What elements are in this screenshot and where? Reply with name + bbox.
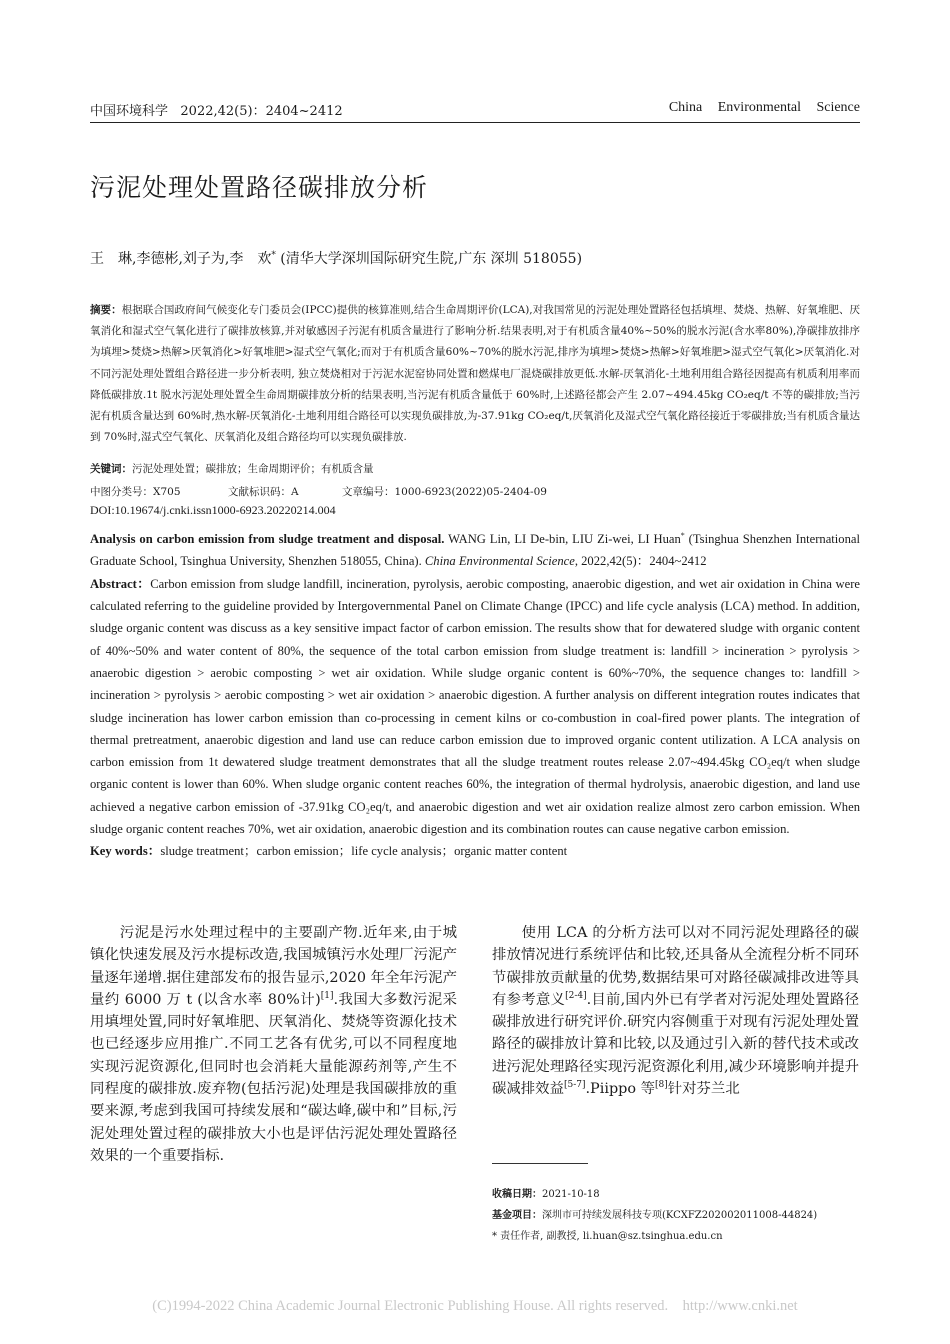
journal-name-en: China Environmental Science [668, 100, 860, 115]
footnote-rule [492, 1163, 588, 1164]
body-right-text-c: .Piippo 等 [585, 1081, 655, 1098]
body-right-text-b: .目前,国内外已有学者对污泥处理处置路径碳排放进行研究评价.研究内容侧重于对现有污泥处理处置路径的碳排放计算和比较,以及通过引入新的替代技术或改进污泥处理路径实现污泥资源化利用,减少环境影响并提升碳减排效益 [492, 991, 859, 1098]
english-abstract-text: Carbon emission from sludge landfill, incineration, pyrolysis, aerobic composting, anaerobic digestion, and wet air oxidation in China were calculated referring to the guideline provided by Intergovernmental Panel on Climate Change (IPCC) and life cycle analysis (LCA) method. In addition, sludge organic content was discuss as a key sensitive impact factor of carbon emission. The results show that for dewatered sludge with organic content of 40%~50% and water content of 80%, the sequence of the total carbon emission from sludge treatment is: landfill > incineration > pyrolysis > anaerobic digestion > aerobic composting > wet air oxidation. While sludge organic content is 60%~70%, the sequence changes to: landfill > incineration > pyrolysis > aerobic composting > wet air oxidation > anaerobic digestion. A further analysis on different integration routes indicates that sludge incineration has lower carbon emission than co-processing in cement kilns or co-combustion in coal-fired power plants. The integration of thermal pretreatment, anaerobic digestion and land use can reduce carbon emission due to improved organic content utilization. A LCA analysis on carbon emission from 1t dewatered sludge treatment demonstrates that all the sludge treatment routes release 2.07~494.45kg CO₂eq/t when sludge organic content is lower than 60%. When sludge organic content reaches 60%, the integration of thermal hydrolysis, anaerobic digestion, and land use achieved a negative carbon emission of -37.91kg CO₂eq/t, and anaerobic digestion and wet air oxidation realize almost zero carbon emission. When sludge organic content reaches 70%, wet air oxidation, anaerobic digestion and its combination routes can cause negative carbon emission. [90, 576, 860, 837]
classification-line [90, 484, 181, 499]
doc-code-label: 文献标识码： [228, 486, 291, 498]
article-title: 污泥处理处置路径碳排放分析 [90, 173, 429, 202]
body-left-text-b: .我国大多数污泥采用填埋处置,同时好氧堆肥、厌氧消化、焚烧等资源化技术也已经逐步应用推广.不同工艺各有优劣,可以不同程度地实现污泥资源化,但同时也会消耗大量能源药剂等,产生不同程度的碳排放.废弃物(包括污泥)处理是我国碳排放的重要来源,考虑到我国可持续发展和“碳达峰,碳中和”目标,污泥处理处置过程的碳排放大小也是评估污泥处理处置路径效果的一个重要指标. [90, 991, 457, 1164]
english-keywords-text: sludge treatment；carbon emission；life cycle analysis；organic matter content [160, 844, 568, 859]
authors-line [90, 248, 582, 268]
journal-citation-cn: 中国环境科学 2022,42(5)：2404~2412 [90, 104, 343, 119]
keywords-cn-label: 关键词： [90, 463, 132, 475]
fund-text: 深圳市可持续发展科技专项(KCXFZ202002011008-44824) [542, 1210, 818, 1221]
body-left-text-a: 污泥是污水处理过程中的主要副产物.近年来,由于城镇化快速发展及污水提标改造,我国城镇污水处理厂污泥产量逐年递增.据住建部发布的报告显示,2020 年全年污泥产量约 6000 万 t (以含水率 80%计) [90, 925, 457, 1008]
received-label: 收稿日期： [492, 1189, 542, 1200]
english-title: Analysis on carbon emission from sludge treatment and disposal. [90, 532, 445, 547]
body-right-text-a: 使用 LCA 的分析方法可以对不同污泥处理路径的碳排放情况进行系统评估和比较,还具备从全流程分析不同环节碳排放贡献量的优势,数据结果可对路径碳减排改进等具有参考意义 [492, 925, 859, 1008]
corresponding-mark: * [271, 250, 276, 261]
doc-code-value: A [291, 486, 299, 498]
english-keywords-label: Key words： [90, 844, 161, 859]
english-affiliation: (Tsinghua Shenzhen International Graduate School, Tsinghua University, Shenzhen 518055, China). [90, 532, 860, 569]
article-number-value: 1000-6923(2022)05-2404-09 [394, 486, 547, 498]
footnote-received [492, 1185, 600, 1200]
english-corresponding-mark: * [680, 531, 685, 540]
citation-ref: [5-7] [563, 1080, 586, 1091]
doc-code [228, 484, 299, 499]
english-authors: WANG Lin, LI De-bin, LIU Zi-wei, LI Huan [444, 532, 681, 547]
abstract-cn-label: 摘要： [90, 304, 122, 316]
body-right-text-d: 针对芬兰北 [667, 1081, 740, 1098]
abstract-cn-text: 根据联合国政府间气候变化专门委员会(IPCC)提供的核算准则,结合生命周期评价(LCA),对我国常见的污泥处理处置路径包括填埋、焚烧、热解、好氧堆肥、厌氧消化和湿式空气氧化进行了碳排放核算,并对敏感因子污泥有机质含量进行了影响分析.结果表明,对于有机质含量40%~50%的脱水污泥(含水率80%),净碳排放排序为填埋>焚烧>热解>厌氧消化>好氧堆肥>湿式空气氧化;而对于有机质含量60%~70%的脱水污泥,排序为填埋>焚烧>热解>好氧堆肥>湿式空气氧化>厌氧消化.对不同污泥处理处置组合路径进一步分析表明, 独立焚烧相对于污泥水泥窑协同处置和燃煤电厂混烧碳排放更低.水解-厌氧消化-土地利用组合路径因提高有机质利用率而降低碳排放.1t 脱水污泥处理处置全生命周期碳排放分析的结果表明,当污泥有机质含量低于 60%时,上述路径都会产生 2.07~494.45kg CO₂eq/t 不等的碳排放;当污泥有机质含量达到 60%时,热水解-厌氧消化-土地利用组合路径可以实现负碳排放,为-37.91kg CO₂eq/t,厌氧消化及湿式空气氧化路径接近于零碳排放;当有机质含量达到 70%时,湿式空气氧化、厌氧消化及组合路径均可以实现负碳排放. [90, 304, 860, 444]
body-left-column [90, 922, 457, 1167]
clc-label: 中图分类号： [90, 486, 153, 498]
body-right-column [492, 922, 859, 1100]
citation-ref: [8] [655, 1080, 668, 1091]
citation-ref: [1] [320, 991, 334, 1002]
keywords-cn [90, 461, 374, 476]
clc-value: X705 [153, 486, 181, 498]
footnote-corresponding: * 责任作者, 副教授, li.huan@sz.tsinghua.edu.cn [492, 1231, 723, 1242]
english-volume: , 2022,42(5)：2404~2412 [574, 554, 707, 569]
article-number [342, 484, 547, 499]
running-header [90, 100, 860, 123]
author-names: 王 琳,李德彬,刘子为,李 欢 [90, 251, 272, 267]
english-journal: China Environmental Science [424, 554, 575, 569]
english-abstract-block [90, 525, 860, 863]
english-abstract-label: Abstract： [90, 576, 151, 591]
author-affiliation: (清华大学深圳国际研究生院,广东 深圳 518055) [275, 251, 583, 267]
copyright-footer: (C)1994-2022 China Academic Journal Electronic Publishing House. All rights reserved. http://www.cnki.net [152, 1298, 798, 1314]
doi: DOI:10.19674/j.cnki.issn1000-6923.20220214.004 [90, 503, 336, 517]
fund-label: 基金项目： [492, 1210, 542, 1221]
article-number-label: 文章编号： [342, 486, 395, 498]
citation-ref: [2-4] [565, 991, 587, 1002]
keywords-cn-text: 污泥处理处置；碳排放；生命周期评价；有机质含量 [132, 463, 374, 475]
received-date: 2021-10-18 [542, 1189, 600, 1200]
footnote-fund [492, 1206, 817, 1221]
abstract-cn [90, 300, 860, 448]
